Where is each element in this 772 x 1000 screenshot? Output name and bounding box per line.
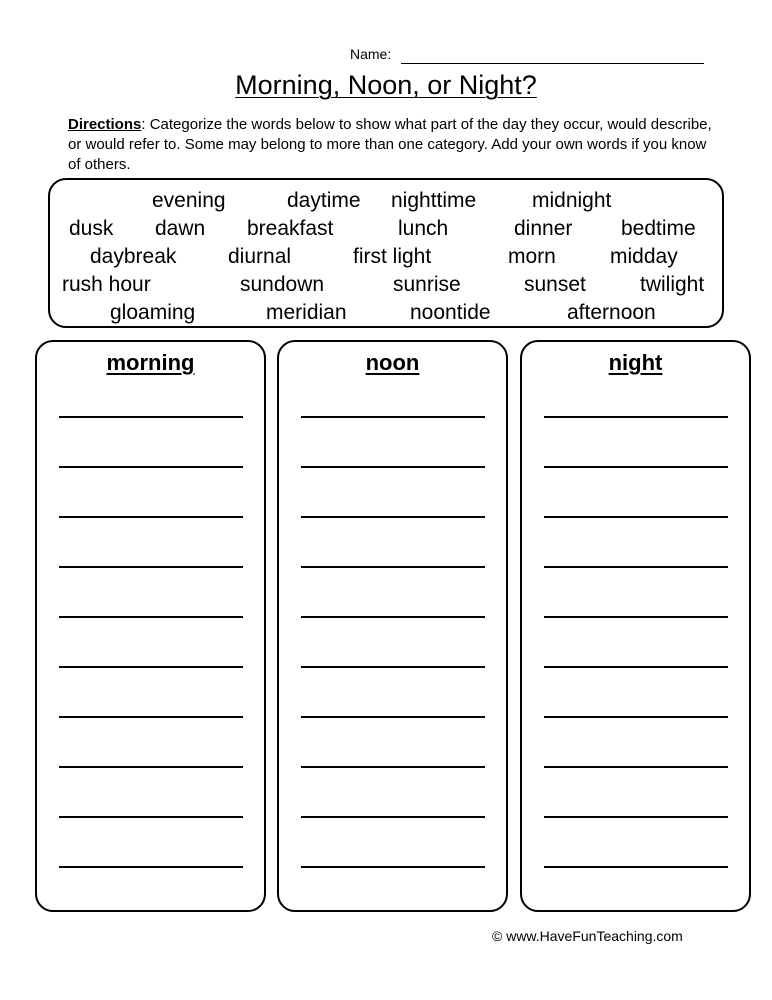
word-bank-item: dinner — [514, 217, 573, 240]
word-bank-item: diurnal — [228, 245, 292, 268]
word-bank-item: rush hour — [62, 273, 151, 296]
answer-line[interactable] — [544, 516, 728, 518]
word-bank-item: midnight — [532, 189, 612, 212]
directions-label: Directions — [68, 116, 142, 133]
answer-line[interactable] — [59, 766, 243, 768]
answer-line[interactable] — [301, 816, 485, 818]
word-bank-item: evening — [152, 189, 226, 212]
answer-line[interactable] — [59, 616, 243, 618]
answer-line[interactable] — [544, 866, 728, 868]
word-bank-item: sundown — [240, 273, 325, 296]
page-title: Morning, Noon, or Night? — [235, 70, 537, 100]
answer-line[interactable] — [59, 666, 243, 668]
word-bank-item: midday — [610, 245, 678, 268]
answer-line[interactable] — [544, 666, 728, 668]
word-bank-item: sunset — [524, 273, 586, 296]
answer-line[interactable] — [301, 466, 485, 468]
word-bank-item: breakfast — [247, 217, 334, 240]
answer-line[interactable] — [544, 416, 728, 418]
answer-line[interactable] — [301, 866, 485, 868]
column-heading-noon: noon — [365, 350, 420, 375]
word-bank-item: afternoon — [567, 301, 656, 324]
word-bank — [48, 178, 724, 328]
answer-line[interactable] — [59, 416, 243, 418]
word-bank-item: sunrise — [393, 273, 461, 296]
answer-line[interactable] — [544, 816, 728, 818]
answer-line[interactable] — [544, 616, 728, 618]
answer-line[interactable] — [59, 866, 243, 868]
answer-line[interactable] — [59, 566, 243, 568]
answer-line[interactable] — [301, 716, 485, 718]
copyright-footer: © www.HaveFunTeaching.com — [492, 928, 683, 944]
word-bank-item: dusk — [69, 217, 114, 240]
answer-line[interactable] — [544, 466, 728, 468]
answer-line[interactable] — [301, 516, 485, 518]
answer-line[interactable] — [544, 566, 728, 568]
word-bank-item: meridian — [266, 301, 347, 324]
answer-line[interactable] — [301, 666, 485, 668]
directions-text: : Categorize the words below to show what part of the day they occur, would describe, or would refer to. Some may belong to more than one category. Add your own words if you know of others. — [68, 116, 712, 173]
answer-line[interactable] — [301, 616, 485, 618]
answer-line[interactable] — [59, 516, 243, 518]
answer-line[interactable] — [301, 416, 485, 418]
answer-line[interactable] — [59, 816, 243, 818]
answer-line[interactable] — [544, 766, 728, 768]
column-night — [520, 340, 751, 912]
column-morning — [35, 340, 266, 912]
column-heading-night: night — [608, 350, 663, 375]
column-noon — [277, 340, 508, 912]
word-bank-item: dawn — [155, 217, 206, 240]
word-bank-item: morn — [508, 245, 556, 268]
answer-line[interactable] — [59, 466, 243, 468]
column-heading-morning: morning — [106, 350, 195, 375]
word-bank-item: daybreak — [90, 245, 177, 268]
word-bank-item: nighttime — [391, 189, 477, 212]
word-bank-item: daytime — [287, 189, 361, 212]
answer-line[interactable] — [544, 716, 728, 718]
word-bank-item: noontide — [410, 301, 491, 324]
directions — [68, 115, 718, 175]
word-bank-item: first light — [353, 245, 432, 268]
name-label: Name: — [350, 46, 392, 62]
word-bank-item: twilight — [640, 273, 705, 296]
answer-line[interactable] — [301, 766, 485, 768]
word-bank-item: gloaming — [110, 301, 196, 324]
word-bank-item: bedtime — [621, 217, 696, 240]
word-bank-item: lunch — [398, 217, 449, 240]
answer-line[interactable] — [59, 716, 243, 718]
answer-line[interactable] — [301, 566, 485, 568]
name-field-line[interactable] — [401, 63, 704, 64]
